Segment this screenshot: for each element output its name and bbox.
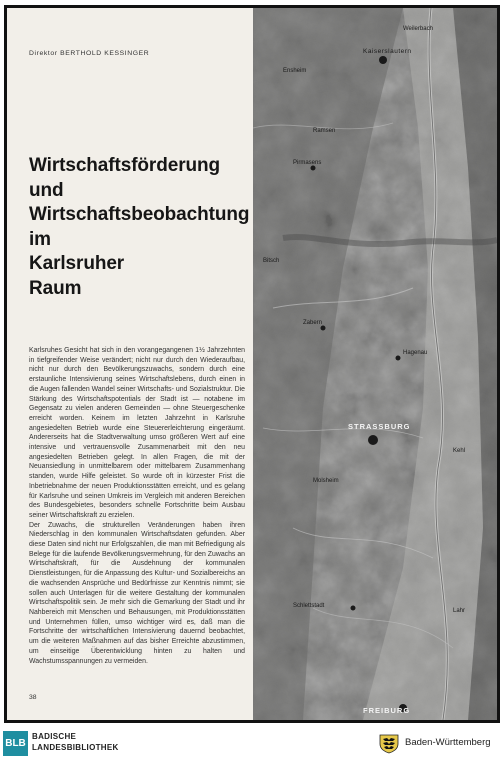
body-paragraph: Karlsruhes Gesicht hat sich in den vorangegangenen 1½ Jahrzehnten in tiefgreifender Weise verändert; nicht nur durch den Wiederaufbau, nicht nur durch den Bevölkerungszuwachs, sondern durch eine erstaunliche Intensivierung seines Wirtschaftslebens, durch einen in die Augen fallenden Wandel seiner Wirtschafts- und Sozialstruktur. Die Stärkung des Wirtschaftspotentials der Stadt ist — notabene im Gegensatz zu vielen anderen Gemeinden — ohne Steuergeschenke erreicht worden. Keinem im letzten Jahrzehnt in Karlsruhe angesiedelten Betrieb wurde eine Steuererleichterung eingeräumt. Andererseits hat die Stadtverwaltung umso größeren Wert auf eine intensive und vertrauensvolle Zusammenarbeit mit den neu angesiedelten Betrieben gelegt. In allen Fragen, die mit der Neuansiedlung in unmittelbarem oder mittelbarem Zusammenhang standen, wurde Hilfe geleistet. So wurde oft in kürzester Frist die Inbetriebnahme der neuen Produktionsstätten erreicht, und es gelang für Karlsruhe und seinen Umkreis im Vergleich mit anderen Bereichen des Bundesgebietes, besonders schnelle Fortschritte beim Ausbau seiner Wirtschaftskraft zu erzielen. [29,347,245,519]
map-label: Weilerbach [403,26,433,32]
city-marker [368,435,378,445]
blb-logo[interactable]: BLB [3,731,28,756]
author-line: Direktor BERTHOLD KESSINGER [29,50,150,57]
article-page [7,8,256,720]
map-label: Ramsen [313,128,336,134]
title-line: Raum [29,277,82,299]
article-body [29,346,245,666]
state-coat-of-arms-icon [378,732,400,754]
map-label: Pirmasens [293,160,322,166]
title-line: Wirtschaftsförderung [29,155,221,176]
map-label: STRASSBURG [348,422,411,431]
map-label: Kehl [453,448,466,454]
city-marker [321,326,326,331]
map-label: Kaiserslautern [363,48,412,55]
map-label: Zabern [303,320,323,326]
title-line: Wirtschaftsbeobachtung [29,204,250,225]
map-label: Hagenau [403,350,428,356]
library-name-line: BADISCHE [32,732,77,741]
body-paragraph: Der Zuwachs, die strukturellen Veränderungen haben ihren Niederschlag in den kommunalen Wirtschaftsdaten gefunden. Aber diese Daten sind nicht nur Erfolgszahlen, die man mit Befriedigung als Belege für die laufende Bevölkerungsvermehrung, für den Zuwachs an Wirtschaftskraft, für die Ausdehnung der kommunalen Dienstleistungen, für die Anpassung des Kultur- und Sozialbereichs an die wachsenden Ansprüche und Bedürfnisse zur Kenntnis nimmt; sie sollen auch Unterlagen für die weitere Gestaltung der kommunalen Wirtschaftspolitik sein. Je mehr sich die Gemarkung der Stadt und ihr Nahbereich mit Menschen und Behausungen, mit Produktionsstätten und Unternehmen füllen, umso wichtiger wird es, daß man die Fortschritte der wirtschaftlichen Intensivierung dauernd beobachtet, um die weiteren Maßnahmen auf das bisher Erreichte abzustimmen, um einseitige Überentwicklung hinten zu halten und Wachstumsspannungen zu vermeiden. [29,521,245,665]
title-line: im [29,228,51,250]
title-line: und [29,179,64,201]
city-marker [311,166,316,171]
library-name-line: LANDESBIBLIOTHEK [32,742,119,752]
relief-map-photo [253,8,497,720]
scanned-page-frame [4,5,500,723]
state-name[interactable]: Baden-Württemberg [405,737,491,748]
map-label: Schlettstadt [293,603,325,609]
city-marker [379,56,387,64]
city-marker [351,606,356,611]
page-number: 38 [29,694,37,701]
map-label: Ensheim [283,68,307,74]
footer-bar [0,727,504,759]
city-marker [396,356,401,361]
article-title [29,154,259,301]
map-label: FREIBURG [363,706,411,715]
map-label: Lahr [453,608,466,614]
map-label: Bitsch [263,258,280,264]
map-label: Molsheim [313,478,339,484]
library-name[interactable] [32,732,119,753]
title-line: Karlsruher [29,253,125,274]
